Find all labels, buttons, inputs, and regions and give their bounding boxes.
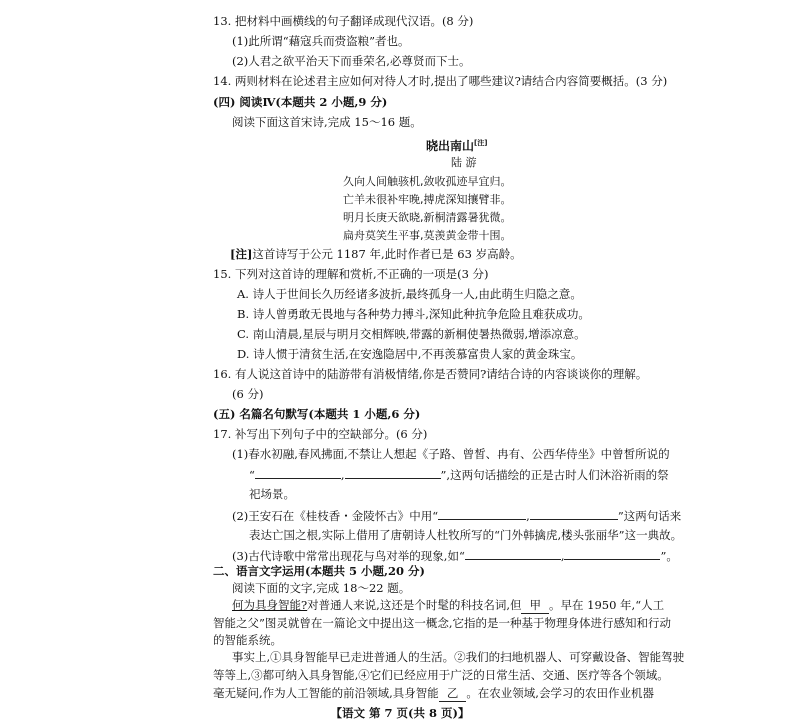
passage-p2-line-2: 等等上,③都可纳入具身智能,④它们已经应用于广泛的日常生活、交通、医疗等各个领域。 [213, 668, 669, 682]
poem-note-text: 这首诗写于公元 1187 年,此时作者已是 63 岁高龄。 [252, 247, 522, 261]
q17-part-1-line-3: 祀场景。 [249, 487, 295, 501]
answer-blank[interactable] [255, 467, 341, 479]
passage-p1-line-3: 的智能系统。 [213, 633, 282, 647]
q16-line-2: (6 分) [232, 387, 264, 401]
section-5-heading: (五) 名篇名句默写(本题共 1 小题,6 分) [213, 407, 421, 421]
q17-part-3-prefix: (3)古代诗歌中常常出现花与鸟对举的现象,如“ [232, 549, 465, 563]
passage-text: 。早在 1950 年,“人工 [548, 598, 665, 612]
poem-note-label: [注] [230, 247, 253, 261]
passage-p2-line-1: 事实上,①具身智能早已走进普通人的生活。②我们的扫地机器人、可穿戴设备、智能驾驶 [232, 650, 685, 664]
comma: , [526, 509, 530, 523]
passage-p1-line-2: 智能之父”图灵就曾在一篇论文中提出这一概念,它指的是一种基于物理身体进行感知和行动 [213, 616, 672, 630]
passage-p1-line-1 [232, 598, 664, 614]
blank-jia: 甲 [521, 598, 549, 614]
section-2-heading: 二、语言文字运用(本题共 5 小题,20 分) [213, 564, 425, 578]
q15-option-b: B. 诗人曾勇敢无畏地与各种势力搏斗,深知此种抗争危险且难获成功。 [237, 307, 590, 321]
q15-option-c: C. 南山清晨,星辰与明月交相辉映,带露的新桐使暑热微弱,增添凉意。 [237, 327, 586, 341]
footer-text: 【语文 第 7 页(共 8 页)】 [330, 706, 470, 720]
blank-yi: 乙 [439, 686, 467, 702]
comma: , [340, 468, 345, 482]
q17-part-2-line-1 [232, 508, 681, 524]
q17-part-2-prefix: (2)王安石在《桂枝香・金陵怀古》中用“ [232, 509, 439, 523]
poem-line-1: 久向人间触骇机,敛收孤迹早宜归。 [343, 175, 512, 188]
answer-blank[interactable] [465, 548, 561, 560]
q15-title: 15. 下列对这首诗的理解和赏析,不正确的一项是(3 分) [213, 267, 489, 281]
answer-blank[interactable] [530, 508, 618, 520]
poem-line-2: 亡羊未很补牢晚,搏虎深知攘臂非。 [343, 193, 512, 206]
answer-blank[interactable] [345, 467, 441, 479]
section-2-intro: 阅读下面的文字,完成 18～22 题。 [232, 581, 411, 595]
q17-part-1-line-2 [249, 467, 669, 483]
passage-p2-line-3 [213, 686, 654, 702]
poem-title-text: 晓出南山 [426, 139, 475, 153]
poem-note-mark: [注] [474, 139, 488, 147]
passage-text: 对普通人来说,这还是个时髦的科技名词,但 [307, 598, 522, 612]
passage-text: 。在农业领域,会学习的农田作业机器 [466, 686, 654, 700]
section-4-heading: (四) 阅读Ⅳ(本题共 2 小题,9 分) [213, 95, 388, 109]
q17-part-3 [232, 548, 678, 564]
section-4-intro: 阅读下面这首宋诗,完成 15～16 题。 [232, 115, 422, 129]
answer-blank[interactable] [564, 548, 660, 560]
q16-line-1: 16. 有人说这首诗中的陆游带有消极情绪,你是否赞同?请结合诗的内容谈谈你的理解。 [213, 367, 648, 381]
q14-title: 14. 两则材料在论述君主应如何对待人才时,提出了哪些建议?请结合内容简要概括。(3 分) [213, 74, 668, 88]
passage-text: 毫无疑问,作为人工智能的前沿领域,具身智能 [213, 686, 439, 700]
q13-title: 13. 把材料中画横线的句子翻译成现代汉语。(8 分) [213, 14, 474, 28]
page-footer [0, 705, 800, 721]
q17-part-1-line-1: (1)春水初融,春风拂面,不禁让人想起《子路、曾皙、冉有、公西华侍坐》中曾皙所说的 [232, 447, 670, 461]
q15-option-a: A. 诗人于世间长久历经诸多波折,最终孤身一人,由此萌生归隐之意。 [237, 287, 582, 301]
open-quote: “ [249, 468, 255, 482]
q13-sentence-2: (2)人君之欲平治天下而垂荣名,必尊贤而下士。 [232, 54, 471, 68]
answer-blank[interactable] [438, 508, 526, 520]
q17-part-2-line-2: 表达亡国之根,实际上借用了唐朝诗人杜牧所写的“门外韩擒虎,楼头张丽华”这一典故。 [249, 528, 683, 542]
q15-option-d: D. 诗人惯于清贫生活,在安逸隐居中,不再羡慕富贵人家的黄金珠宝。 [237, 347, 583, 361]
poem-line-4: 扁舟莫笑生平事,莫羡黄金带十围。 [343, 229, 512, 242]
comma: , [560, 549, 565, 563]
q13-sentence-1: (1)此所谓“藉寇兵而赍盗粮”者也。 [232, 34, 410, 48]
q17-part-1-rest: ”,这两句话描绘的正是古时人们沐浴祈雨的祭 [440, 468, 669, 482]
underlined-question: 何为具身智能? [232, 598, 308, 612]
poem-author: 陆 游 [451, 156, 477, 169]
q17-part-3-suffix: ”。 [660, 549, 678, 563]
poem-note [230, 247, 522, 262]
q17-title: 17. 补写出下列句子中的空缺部分。(6 分) [213, 427, 428, 441]
poem-line-3: 明月长庚天欲晓,新桐清露暑犹微。 [343, 211, 512, 224]
q17-part-2-suffix: ”这两句话来 [617, 509, 682, 523]
poem-title [426, 136, 487, 154]
